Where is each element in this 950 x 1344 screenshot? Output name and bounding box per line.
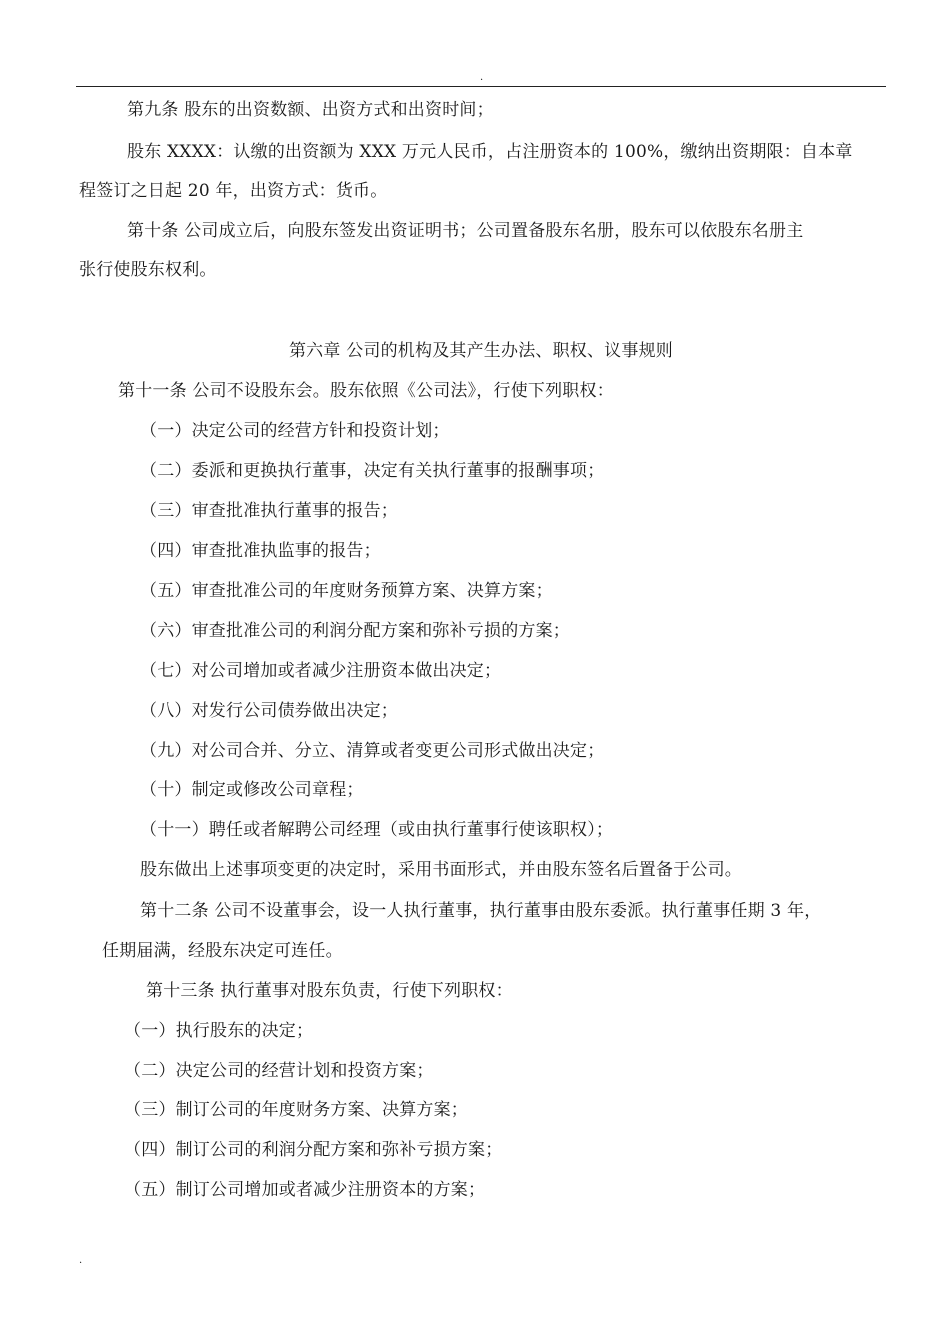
footer-mark: . (79, 1255, 83, 1266)
article-13-item: （四）制订公司的利润分配方案和弥补亏损方案； (124, 1140, 503, 1160)
header-rule (76, 86, 886, 87)
article-10-line-1: 第十条 公司成立后，向股东签发出资证明书；公司置备股东名册，股东可以依股东名册主 (127, 221, 804, 241)
article-12-line-2: 任期届满，经股东决定可连任。 (102, 941, 343, 961)
header-mark: . (480, 72, 484, 83)
article-13-item: （三）制订公司的年度财务方案、决算方案； (124, 1100, 468, 1120)
article-11-item: （二）委派和更换执行董事，决定有关执行董事的报酬事项； (140, 461, 605, 481)
article-11-note: 股东做出上述事项变更的决定时，采用书面形式，并由股东签名后置备于公司。 (140, 860, 742, 880)
chapter-6-heading: 第六章 公司的机构及其产生办法、职权、议事规则 (288, 341, 673, 361)
article-11-item: （八）对发行公司债券做出决定； (140, 701, 398, 721)
article-12-line-1: 第十二条 公司不设董事会，设一人执行董事，执行董事由股东委派。执行董事任期 3 年， (140, 901, 822, 921)
article-11-item: （五）审查批准公司的年度财务预算方案、决算方案； (140, 581, 553, 601)
article-11-item: （四）审查批准执监事的报告； (140, 541, 381, 561)
article-13-title: 第十三条 执行董事对股东负责，行使下列职权： (146, 981, 513, 1001)
article-9-title: 第九条 股东的出资数额、出资方式和出资时间； (127, 100, 494, 120)
article-9-body-line-1: 股东 XXXX：认缴的出资额为 XXX 万元人民币，占注册资本的 100%，缴纳出资期限：自本章 (127, 142, 853, 162)
article-13-item: （五）制订公司增加或者减少注册资本的方案； (124, 1180, 486, 1200)
article-11-item: （十一）聘任或者解聘公司经理（或由执行董事行使该职权）； (140, 820, 614, 840)
article-11-item: （十）制定或修改公司章程； (140, 780, 364, 800)
article-11-item: （六）审查批准公司的利润分配方案和弥补亏损的方案； (140, 621, 570, 641)
article-13-item: （一）执行股东的决定； (124, 1021, 314, 1041)
article-11-title: 第十一条 公司不设股东会。股东依照《公司法》，行使下列职权： (118, 381, 614, 401)
article-11-item: （三）审查批准执行董事的报告； (140, 501, 398, 521)
article-13-item: （二）决定公司的经营计划和投资方案； (124, 1061, 434, 1081)
article-11-item: （七）对公司增加或者减少注册资本做出决定； (140, 661, 502, 681)
article-11-item: （九）对公司合并、分立、清算或者变更公司形式做出决定； (140, 741, 605, 761)
article-10-line-2: 张行使股东权利。 (79, 260, 217, 280)
article-11-item: （一）决定公司的经营方针和投资计划； (140, 421, 450, 441)
article-9-body-line-2: 程签订之日起 20 年，出资方式：货币。 (79, 181, 388, 201)
